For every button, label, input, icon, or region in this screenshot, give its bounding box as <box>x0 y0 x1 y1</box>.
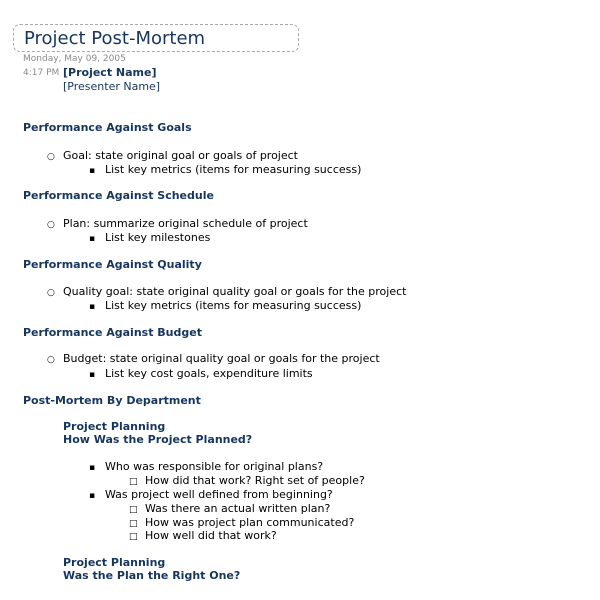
date-stamp: Monday, May 09, 2005 <box>23 54 126 64</box>
list-item-milestones[interactable]: ▪ List key milestones <box>89 231 211 244</box>
project-name-field[interactable]: [Project Name] <box>63 66 157 79</box>
square-bullet-icon: ▪ <box>89 370 96 380</box>
heading-department[interactable]: Post-Mortem By Department <box>23 394 201 407</box>
hollow-square-bullet-icon: □ <box>129 505 138 515</box>
subheading-project-planning[interactable]: Project Planning <box>63 420 166 433</box>
list-item-quality-metrics[interactable]: ▪ List key metrics (items for measuring success) <box>89 299 362 312</box>
time-stamp: 4:17 PM <box>23 68 60 78</box>
heading-goals[interactable]: Performance Against Goals <box>23 121 192 134</box>
list-item-how-well[interactable]: □ How well did that work? <box>129 529 277 542</box>
list-item-who-responsible[interactable]: ▪ Who was responsible for original plans? <box>89 460 324 473</box>
list-item-goal-metrics[interactable]: ▪ List key metrics (items for measuring success) <box>89 163 362 176</box>
hollow-square-bullet-icon: □ <box>129 477 138 487</box>
square-bullet-icon: ▪ <box>89 463 96 473</box>
heading-quality[interactable]: Performance Against Quality <box>23 258 202 271</box>
list-item-how-work[interactable]: □ How did that work? Right set of people? <box>129 474 365 487</box>
list-item-goal[interactable]: ○ Goal: state original goal or goals of project <box>47 149 298 162</box>
square-bullet-icon: ▪ <box>89 302 96 312</box>
subheading-how-planned[interactable]: How Was the Project Planned? <box>63 433 253 446</box>
subheading-right-plan[interactable]: Was the Plan the Right One? <box>63 569 241 582</box>
list-item-plan-communicated[interactable]: □ How was project plan communicated? <box>129 516 355 529</box>
list-item-plan[interactable]: ○ Plan: summarize original schedule of project <box>47 217 308 230</box>
list-item-quality-goal[interactable]: ○ Quality goal: state original quality goal or goals for the project <box>47 285 407 298</box>
circle-bullet-icon: ○ <box>47 288 55 298</box>
presenter-name-field[interactable]: [Presenter Name] <box>63 80 161 93</box>
list-item-well-defined[interactable]: ▪ Was project well defined from beginning? <box>89 488 333 501</box>
hollow-square-bullet-icon: □ <box>129 519 138 529</box>
square-bullet-icon: ▪ <box>89 166 96 176</box>
circle-bullet-icon: ○ <box>47 220 55 230</box>
heading-budget[interactable]: Performance Against Budget <box>23 326 202 339</box>
square-bullet-icon: ▪ <box>89 491 96 501</box>
circle-bullet-icon: ○ <box>47 152 55 162</box>
list-item-cost-goals[interactable]: ▪ List key cost goals, expenditure limits <box>89 367 313 380</box>
square-bullet-icon: ▪ <box>89 234 96 244</box>
subheading-project-planning-2[interactable]: Project Planning <box>63 556 166 569</box>
circle-bullet-icon: ○ <box>47 355 55 365</box>
hollow-square-bullet-icon: □ <box>129 532 138 542</box>
title-box[interactable] <box>13 24 299 52</box>
heading-schedule[interactable]: Performance Against Schedule <box>23 189 214 202</box>
list-item-written-plan[interactable]: □ Was there an actual written plan? <box>129 502 331 515</box>
list-item-budget[interactable]: ○ Budget: state original quality goal or goals for the project <box>47 352 380 365</box>
page-title: Project Post-Mortem <box>24 28 206 49</box>
